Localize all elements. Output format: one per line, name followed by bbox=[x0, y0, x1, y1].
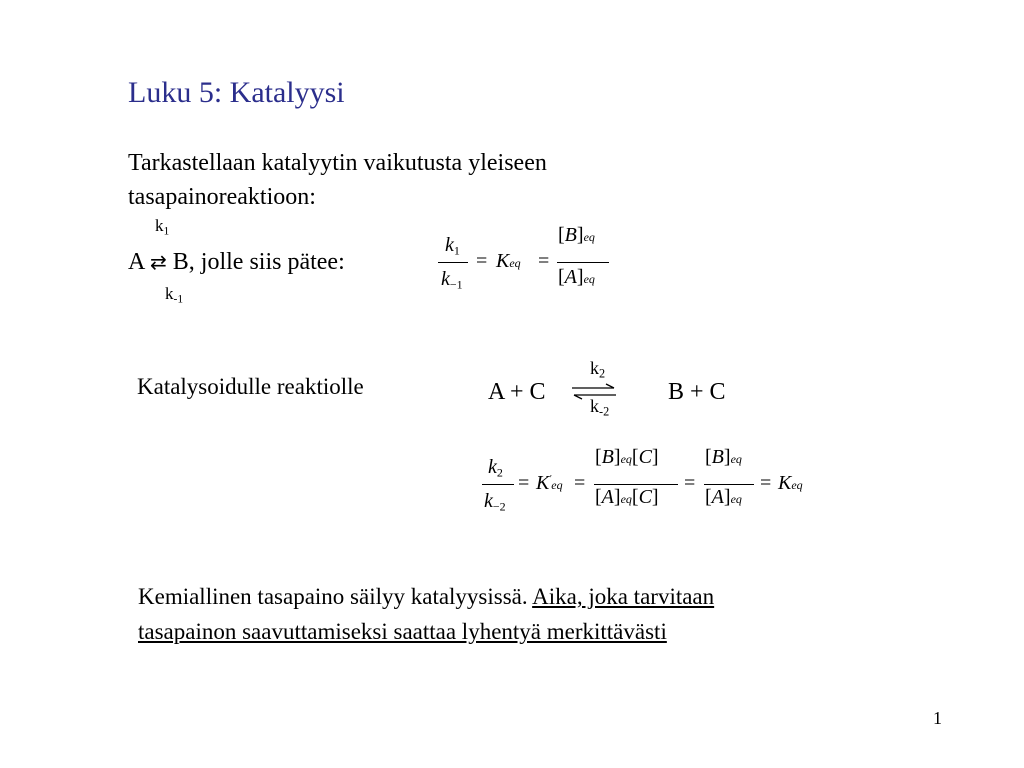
product-text: B, jolle siis pätee: bbox=[172, 249, 345, 275]
catalyzed-products: B + C bbox=[668, 379, 726, 405]
intro-line-2: tasapainoreaktioon: bbox=[128, 184, 316, 210]
page-number: 1 bbox=[933, 708, 942, 728]
slide-title: Luku 5: Katalyysi bbox=[128, 76, 345, 109]
catalyzed-label: Katalysoidulle reaktiolle bbox=[137, 374, 364, 399]
conclusion-underlined-1: Aika, joka tarvitaan bbox=[532, 584, 715, 609]
equilibrium-arrow-icon: ⇄ bbox=[150, 250, 167, 274]
reactant-a: A bbox=[128, 249, 145, 275]
intro-line-1: Tarkastellaan katalyytin vaikutusta yleiseen bbox=[128, 150, 547, 176]
reaction-equation bbox=[128, 245, 345, 279]
rate-constant-k2: $k_2$ bbox=[590, 358, 606, 381]
rate-constant-forward: $k_1$ bbox=[155, 216, 170, 238]
catalyzed-reactants: A + C bbox=[488, 379, 546, 405]
conclusion-underlined-2: tasapainon saavuttamiseksi saattaa lyhentyä merkittävästi bbox=[138, 619, 667, 644]
rate-constant-backward: $k_{-1}$ bbox=[165, 284, 184, 306]
rate-constant-k-2: $k_{-2}$ bbox=[590, 396, 610, 419]
conclusion-line-2 bbox=[138, 615, 667, 649]
conclusion-line-1: Kemiallinen tasapaino säilyy katalyysissä. Aika, joka tarvitaan bbox=[138, 584, 715, 609]
